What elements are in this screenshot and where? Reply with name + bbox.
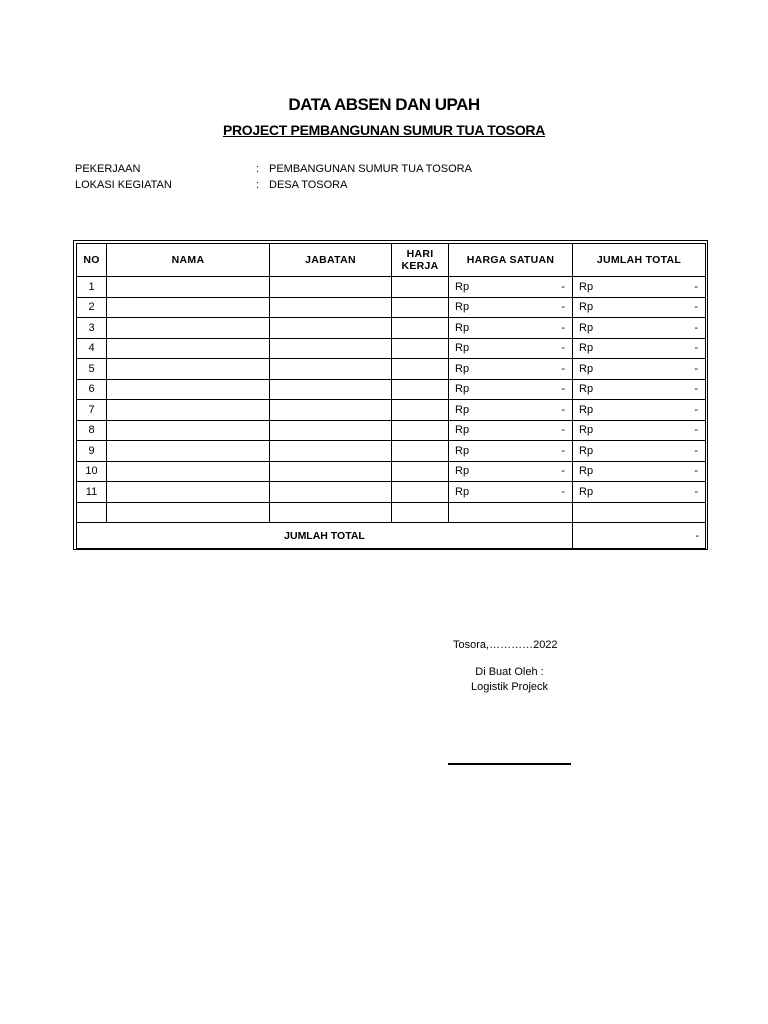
currency-symbol: Rp [455,465,470,478]
amount-value: - [694,342,698,355]
cell-jabatan [270,379,392,400]
cell-nama [107,482,270,503]
cell-jumlah [573,277,706,298]
currency-amount [573,363,705,375]
cell-hari-kerja [392,297,449,318]
cell-no: 4 [77,338,107,359]
table-row [77,420,706,441]
currency-amount [449,445,572,457]
amount-value: - [694,321,698,334]
amount-value: - [561,424,565,437]
document-title: DATA ABSEN DAN UPAH [288,95,480,114]
cell-jabatan [270,400,392,421]
info-label: PEKERJAAN [75,163,141,175]
cell-jumlah [573,441,706,462]
cell-no: 6 [77,379,107,400]
currency-symbol: Rp [455,321,470,334]
currency-amount [573,281,705,293]
table-blank-row [77,502,706,523]
table-row [77,277,706,298]
currency-symbol: Rp [579,321,594,334]
table-cell [107,502,270,523]
cell-hari-kerja [392,379,449,400]
table-row [77,379,706,400]
currency-symbol: Rp [455,383,470,396]
table-row [77,338,706,359]
cell-harga [449,379,573,400]
cell-harga [449,400,573,421]
signature-role: Logistik Projeck [470,681,549,693]
signature-made-by: Di Buat Oleh : [475,666,544,678]
cell-nama [107,461,270,482]
table-row [77,318,706,339]
amount-value: - [561,444,565,457]
currency-amount [573,445,705,457]
currency-symbol: Rp [579,342,594,355]
amount-value: - [561,342,565,355]
cell-jumlah [573,461,706,482]
cell-no: 3 [77,318,107,339]
currency-symbol: Rp [455,362,470,375]
signature-line [448,763,571,765]
cell-harga [449,461,573,482]
cell-jabatan [270,441,392,462]
amount-value: - [694,485,698,498]
cell-jumlah [573,318,706,339]
cell-hari-kerja [392,420,449,441]
currency-amount [573,342,705,354]
currency-amount [449,363,572,375]
currency-symbol: Rp [455,424,470,437]
currency-amount [449,465,572,477]
amount-value: - [694,280,698,293]
amount-value: - [561,301,565,314]
amount-value: - [561,362,565,375]
cell-no: 5 [77,359,107,380]
cell-nama [107,277,270,298]
currency-amount [449,486,572,498]
amount-value: - [694,444,698,457]
cell-jabatan [270,359,392,380]
document-subtitle: PROJECT PEMBANGUNAN SUMUR TUA TOSORA [222,122,546,138]
cell-jumlah [573,359,706,380]
currency-amount [449,404,572,416]
amount-value: - [694,465,698,478]
currency-symbol: Rp [579,424,594,437]
cell-jumlah [573,482,706,503]
header-jumlah-total: JUMLAH TOTAL [573,244,706,277]
currency-amount [573,301,705,313]
cell-harga [449,318,573,339]
cell-no: 8 [77,420,107,441]
amount-value: - [694,362,698,375]
table-row [77,359,706,380]
info-colon: : [256,179,260,191]
cell-hari-kerja [392,338,449,359]
amount-value: - [561,465,565,478]
currency-amount [449,301,572,313]
currency-symbol: Rp [579,444,594,457]
cell-no: 2 [77,297,107,318]
cell-no: 10 [77,461,107,482]
cell-nama [107,359,270,380]
cell-jabatan [270,318,392,339]
cell-jabatan [270,277,392,298]
currency-amount [449,383,572,395]
table-cell [392,502,449,523]
currency-symbol: Rp [579,485,594,498]
table-cell [573,502,706,523]
cell-no: 11 [77,482,107,503]
header-hari: HARI [406,248,434,260]
currency-amount [573,383,705,395]
attendance-table [76,243,706,549]
cell-nama [107,441,270,462]
table-header-row [77,244,706,277]
info-label: LOKASI KEGIATAN [75,179,172,191]
currency-amount [449,342,572,354]
currency-symbol: Rp [455,301,470,314]
table-total-row [77,523,706,549]
header-harga-satuan: HARGA SATUAN [449,244,573,277]
amount-value: - [561,280,565,293]
cell-nama [107,379,270,400]
table-row [77,482,706,503]
currency-symbol: Rp [455,403,470,416]
cell-hari-kerja [392,482,449,503]
table-cell [77,502,107,523]
currency-symbol: Rp [579,383,594,396]
cell-no: 9 [77,441,107,462]
cell-jabatan [270,461,392,482]
currency-symbol: Rp [455,342,470,355]
cell-hari-kerja [392,277,449,298]
currency-amount [573,465,705,477]
cell-no: 7 [77,400,107,421]
signature-place-date: Tosora,…………2022 [453,639,558,651]
header-jabatan: JABATAN [270,244,392,277]
cell-nama [107,338,270,359]
cell-harga [449,297,573,318]
cell-nama [107,400,270,421]
cell-harga [449,338,573,359]
cell-hari-kerja [392,461,449,482]
header-nama: NAMA [107,244,270,277]
cell-jumlah [573,379,706,400]
currency-symbol: Rp [455,280,470,293]
header-no: NO [77,244,107,277]
currency-amount [573,486,705,498]
amount-value: - [561,485,565,498]
header-hari-kerja [392,244,449,277]
total-value: - [573,523,706,549]
cell-harga [449,277,573,298]
table-row [77,400,706,421]
cell-hari-kerja [392,359,449,380]
amount-value: - [694,403,698,416]
amount-value: - [561,383,565,396]
cell-jumlah [573,297,706,318]
amount-value: - [561,403,565,416]
currency-amount [573,424,705,436]
cell-nama [107,420,270,441]
amount-value: - [694,424,698,437]
cell-no: 1 [77,277,107,298]
currency-symbol: Rp [455,485,470,498]
cell-hari-kerja [392,400,449,421]
cell-nama [107,318,270,339]
currency-symbol: Rp [579,301,594,314]
cell-jumlah [573,338,706,359]
table-row [77,441,706,462]
currency-symbol: Rp [579,280,594,293]
info-colon: : [256,163,260,175]
total-label: JUMLAH TOTAL [77,523,573,549]
table-row [77,461,706,482]
info-value: DESA TOSORA [269,179,348,191]
currency-symbol: Rp [455,444,470,457]
header-kerja: KERJA [401,260,439,272]
currency-amount [573,322,705,334]
cell-jumlah [573,420,706,441]
cell-harga [449,359,573,380]
amount-value: - [694,383,698,396]
amount-value: - [561,321,565,334]
currency-symbol: Rp [579,465,594,478]
currency-amount [449,424,572,436]
attendance-table-frame [73,240,708,550]
info-value: PEMBANGUNAN SUMUR TUA TOSORA [269,163,472,175]
cell-jabatan [270,338,392,359]
currency-amount [449,322,572,334]
cell-harga [449,420,573,441]
currency-symbol: Rp [579,403,594,416]
table-cell [270,502,392,523]
cell-harga [449,441,573,462]
cell-jabatan [270,420,392,441]
cell-jabatan [270,297,392,318]
cell-harga [449,482,573,503]
cell-jumlah [573,400,706,421]
cell-hari-kerja [392,318,449,339]
cell-hari-kerja [392,441,449,462]
cell-nama [107,297,270,318]
amount-value: - [694,301,698,314]
currency-symbol: Rp [579,362,594,375]
currency-amount [449,281,572,293]
cell-jabatan [270,482,392,503]
table-row [77,297,706,318]
currency-amount [573,404,705,416]
table-cell [449,502,573,523]
